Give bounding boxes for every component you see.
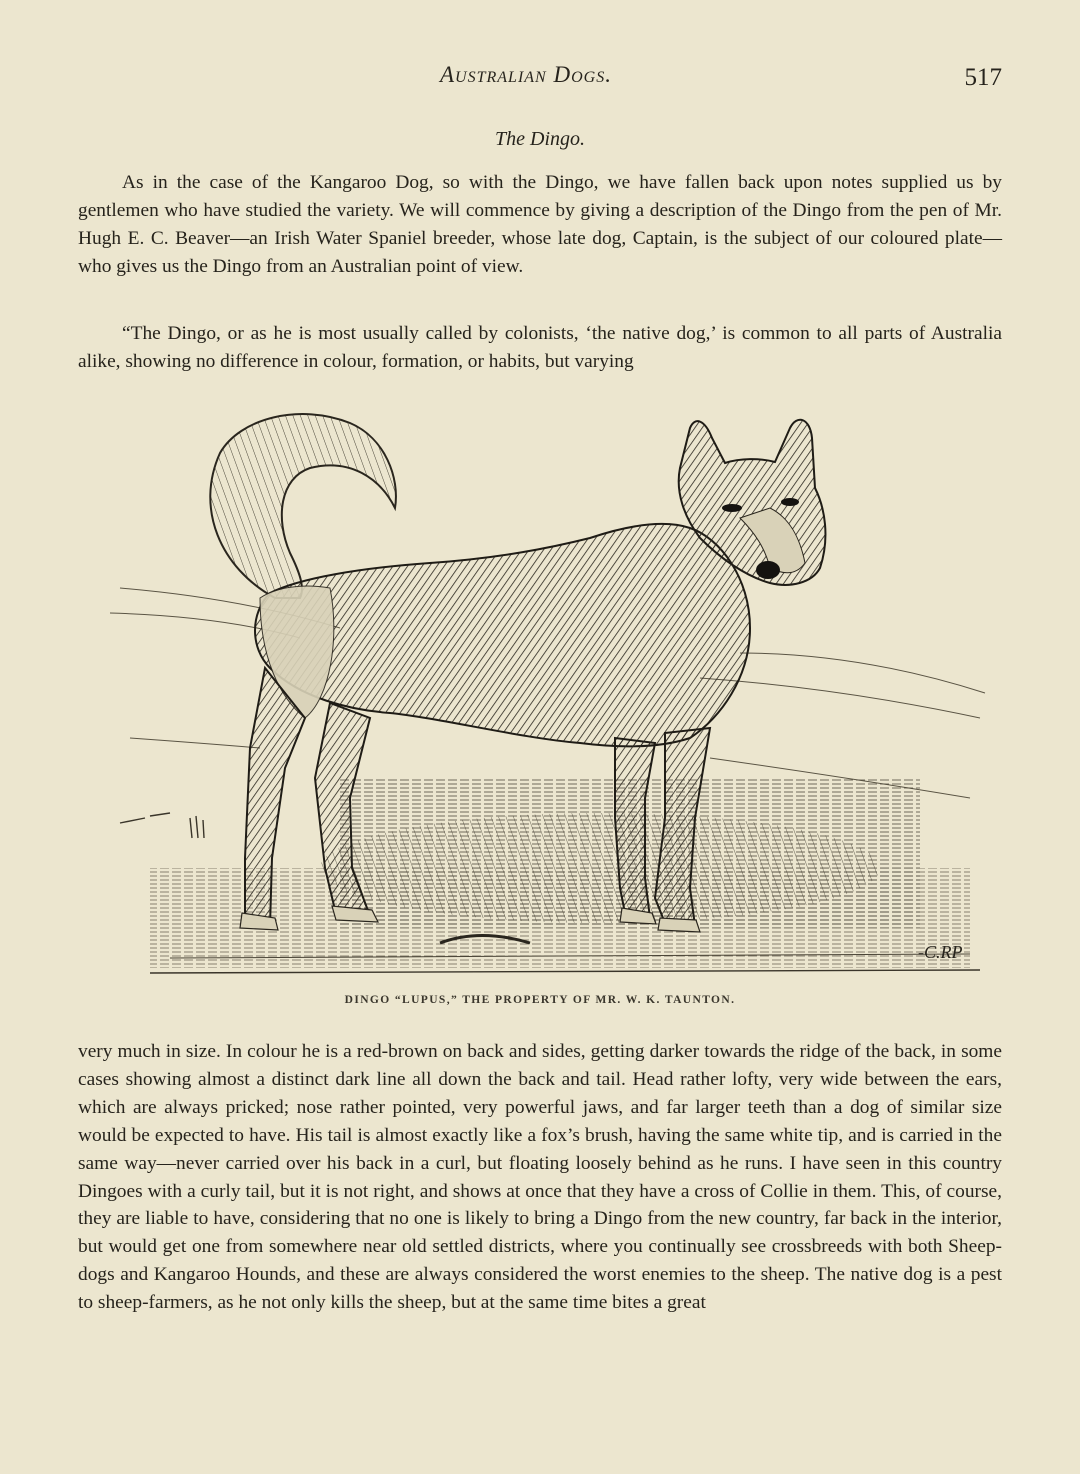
section-title: The Dingo.: [495, 128, 585, 150]
page-number: 517: [964, 64, 1002, 91]
paragraph-continuation: [78, 1038, 1002, 1317]
dingo-eye: [722, 504, 742, 512]
engraver-signature: -C.RP: [918, 942, 963, 962]
figure-caption: DINGO “LUPUS,” THE PROPERTY OF MR. W. K. TAUNTON.: [344, 994, 736, 1006]
grass-tufts: [120, 813, 204, 838]
paragraph-intro: [78, 169, 1002, 281]
running-title: Australian Dogs.: [440, 62, 612, 87]
paragraph-1: As in the case of the Kangaroo Dog, so with the Dingo, we have fallen back upon notes supplied us by gentlemen who have studied the variety. We will commence by giving a description of the Dingo from the pen of Mr. Hugh E. C. Beaver—an Irish Water Spaniel breeder, whose late dog, Captain, is the subject of our coloured plate—who gives us the Dingo from an Australian point of view.: [78, 172, 1002, 277]
dingo-nose: [756, 561, 780, 579]
paragraph-quote-start: [78, 320, 1002, 376]
running-head: [0, 62, 1080, 96]
dog-shadow: [320, 813, 880, 923]
paragraph-3: very much in size. In colour he is a red-brown on back and sides, getting darker towards the ridge of the back, in some cases showing almost a distinct dark line all down the back and tail. Head rather lofty, very wide between the ears, which are always pricked; nose rather pointed, very powerful jaws, and far larger teeth than a dog of similar size would be expected to have. His tail is almost exactly like a fox’s brush, having the same white tip, and is carried in the same way—never carried over his back in a curl, but floating loosely behind as he runs. I have seen in this country Dingoes with a curly tail, but it is not right, and shows at once that they have a cross of Collie in them. This, of course, they are liable to have, considering that no one is likely to bring a Dingo from the new country, far back in the interior, but would get one from somewhere near old settled districts, where you continually see crossbreeds with both Sheep-dogs and Kangaroo Hounds, and these are always considered the worst enemies to the sheep. The native dog is a pest to sheep-farmers, as he not only kills the sheep, but at the same time bites a great: [78, 1041, 1002, 1314]
paragraph-2: “The Dingo, or as he is most usually called by colonists, ‘the native dog,’ is common to all parts of Australia alike, showing no difference in colour, formation, or habits, but varying: [78, 323, 1002, 372]
dingo-engraving-illustration: [100, 398, 990, 983]
